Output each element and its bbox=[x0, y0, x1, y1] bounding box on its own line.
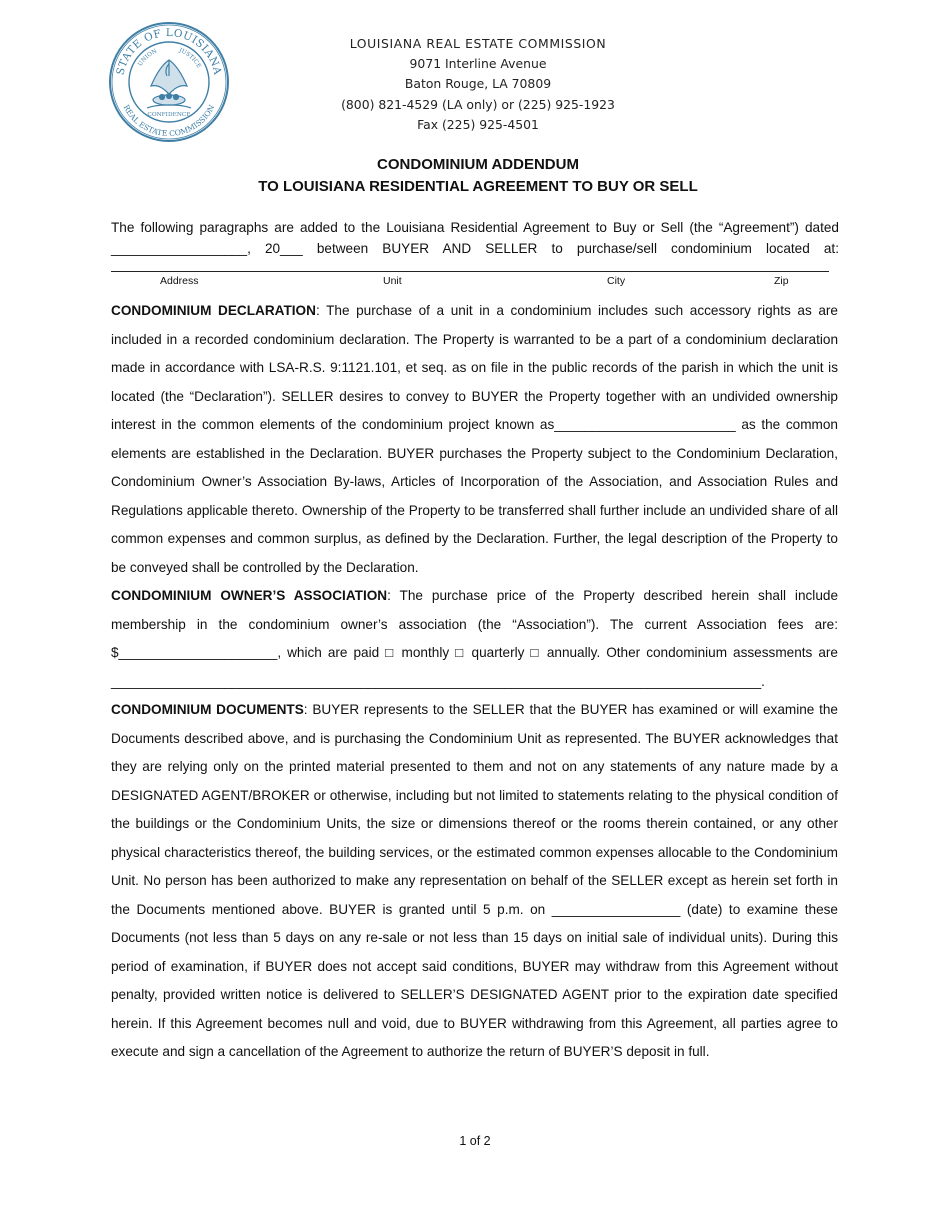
seal-inner-left-text: UNION bbox=[137, 48, 159, 68]
declaration-heading: CONDOMINIUM DECLARATION bbox=[111, 303, 316, 318]
seal-inner-right-text: JUSTICE bbox=[178, 47, 202, 70]
svg-text:UNION bbox=[138, 49, 159, 68]
title-line-2: TO LOUISIANA RESIDENTIAL AGREEMENT TO BUY OR SELL bbox=[258, 178, 698, 195]
documents-paragraph bbox=[111, 696, 838, 1067]
addendum-body bbox=[111, 297, 838, 1067]
association-paragraph bbox=[111, 582, 838, 696]
svg-text:REAL ESTATE COMMISSION bbox=[122, 103, 217, 138]
document-title bbox=[150, 154, 806, 198]
agency-name: LOUISIANA REAL ESTATE COMMISSION bbox=[349, 36, 607, 51]
city-state-zip: Baton Rouge, LA 70809 bbox=[404, 76, 552, 92]
association-heading: CONDOMINIUM OWNER’S ASSOCIATION bbox=[111, 588, 388, 603]
svg-text:JUSTICE bbox=[177, 47, 201, 69]
unit-label: Unit bbox=[383, 275, 402, 287]
seal-bottom-text: REAL ESTATE COMMISSION bbox=[121, 103, 217, 139]
page-number: 1 of 2 bbox=[459, 1134, 491, 1148]
phone-number: (800) 821-4529 (LA only) or (225) 925-1923 bbox=[341, 96, 615, 112]
letterhead bbox=[300, 34, 656, 135]
intro-line-1: The following paragraphs are added to the Louisiana Residential Agreement to Buy or Sell (the “Agreement”) dated bbox=[111, 220, 839, 235]
seal-inner-bottom-text: CONFIDENCE bbox=[147, 112, 191, 118]
state-seal-logo bbox=[107, 20, 231, 144]
property-location-blank[interactable] bbox=[111, 271, 829, 272]
seal-top-text: STATE OF LOUISIANA bbox=[114, 26, 224, 77]
intro-line-2: __________________, 20___ between BUYER AND SELLER to purchase/sell condominium located at: bbox=[111, 241, 839, 256]
title-line-1: CONDOMINIUM ADDENDUM bbox=[377, 156, 579, 173]
address-label: Address bbox=[160, 275, 199, 287]
intro-paragraph bbox=[111, 217, 839, 259]
declaration-text: : The purchase of a unit in a condominium includes such accessory rights as are included in a recorded condominium declaration. The Property is warranted to be a part of a condominium declaration made in accordance with LSA-R.S. 9:1121.101, et seq. as on file in the public records of the parish in which the unit is located (the “Declaration”). SELLER desires to convey to BUYER the Property together with an undivided ownership interest in the common elements of the condominium project known as________________________ as the common elements are established in the Declaration. BUYER purchases the Property subject to the Condominium Declaration, Condominium Owner’s Association By-laws, Articles of Incorporation of the Association, and Association Rules and Regulations applicable thereto. Ownership of the Property to be transferred shall further include an undivided share of all common expenses and common surplus, as defined by the Declaration. Further, the legal description of the Property to be conveyed shall be controlled by the Declaration. bbox=[111, 303, 838, 575]
association-text: : The purchase price of the Property described herein shall include membership in the condominium owner’s association (the “Association”). The current Association fees are: $_____________________, which are paid □ monthly □ quarterly □ annually. Other condominium assessments are ______________________________________________________________________________________. bbox=[111, 588, 838, 689]
fax-number: Fax (225) 925-4501 bbox=[417, 116, 539, 132]
pelican-icon bbox=[147, 60, 191, 108]
declaration-paragraph bbox=[111, 297, 838, 582]
city-label: City bbox=[607, 275, 626, 287]
street-address: 9071 Interline Avenue bbox=[409, 56, 547, 72]
documents-heading: CONDOMINIUM DOCUMENTS bbox=[111, 702, 304, 717]
documents-text: : BUYER represents to the SELLER that the BUYER has examined or will examine the Documents described above, and is purchasing the Condominium Unit as represented. The BUYER acknowledges that they are relying only on the printed material presented to them and not on any statements of any nature made by a DESIGNATED AGENT/BROKER or otherwise, including but not limited to statements relating to the physical condition of the buildings or the Condominium Units, the size or dimensions thereof or the rooms therein contained, or any other physical characteristics thereof, the building services, or the estimated common expenses allocable to the Condominium Unit. No person has been authorized to make any representation on behalf of the SELLER except as herein set forth in the Documents mentioned above. BUYER is granted until 5 p.m. on _________________ (date) to examine these Documents (not less than 5 days on any re-sale or not less than 15 days on initial sale of individual units). During this period of examination, if BUYER does not accept said conditions, BUYER may withdraw from this Agreement without penalty, provided written notice is delivered to SELLER’S DESIGNATED AGENT prior to the expiration date specified herein. If this Agreement becomes null and void, due to BUYER withdrawing from this Agreement, all parties agree to execute and sign a cancellation of the Agreement to authorize the return of BUYER’S deposit in full. bbox=[111, 702, 838, 1059]
zip-label: Zip bbox=[774, 275, 789, 287]
